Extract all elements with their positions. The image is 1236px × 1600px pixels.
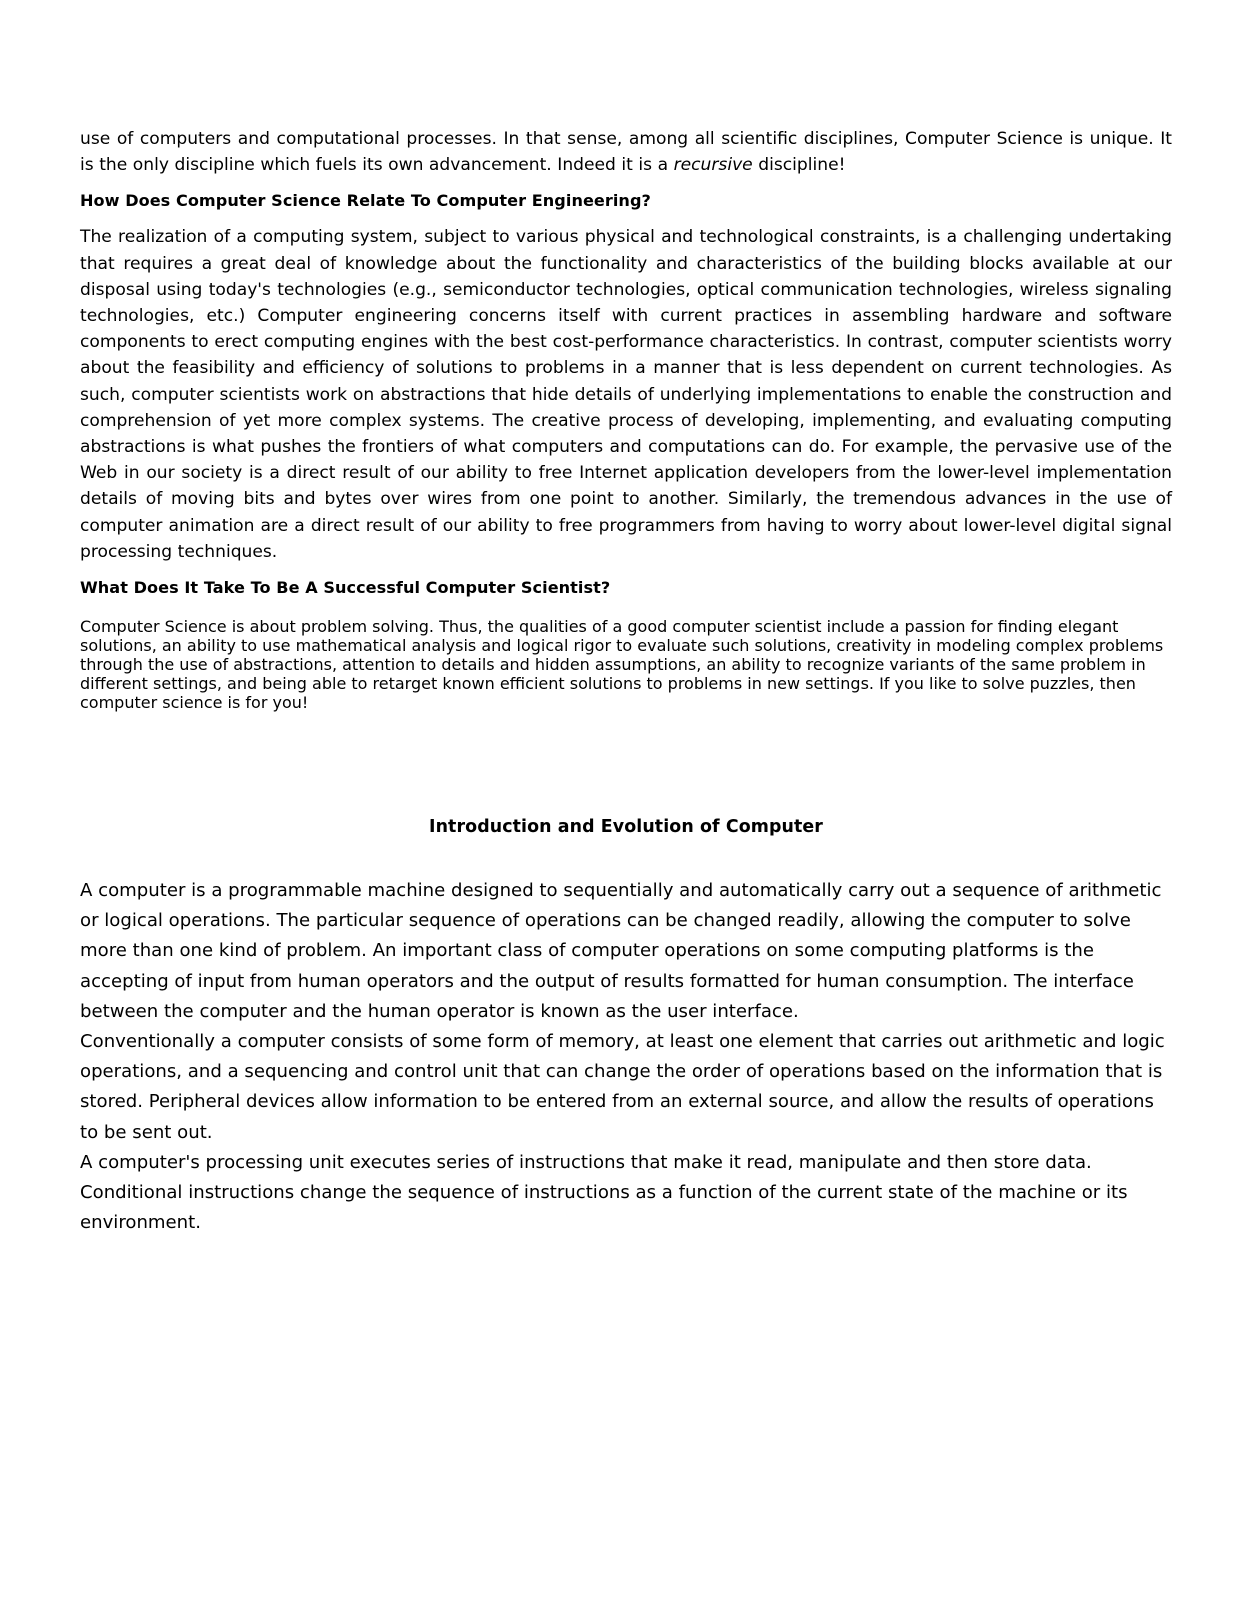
document-content [80,126,1172,1238]
paragraph-recursive-discipline-part1: use of computers and computational processes. In that sense, among all scientific disciplines, Computer Science is unique. It is the only discipline which fuels its own advancement. Indeed it is a [80,129,1172,176]
paragraph-programmable-machine: A computer is a programmable machine designed to sequentially and automatically carry out a sequence of arithmetic or logical operations. The particular sequence of operations can be changed readily, allowing the computer to solve more than one kind of problem. An important class of computer operations on some computing platforms is the accepting of input from human operators and the output of results formatted for human consumption. The interface between the computer and the human operator is known as the user interface. [80,880,1162,1022]
paragraph-successful-computer-scientist: Computer Science is about problem solving. Thus, the qualities of a good computer scientist include a passion for finding elegant solutions, an ability to use mathematical analysis and logical rigor to evaluate such solutions, creativity in modeling complex problems through the use of abstractions, attention to details and hidden assumptions, an ability to recognize variants of the same problem in different settings, and being able to retarget known efficient solutions to problems in new settings. If you like to solve puzzles, then computer science is for you! [80,617,1164,713]
section-spacer [80,728,1172,814]
heading-successful-computer-scientist: What Does It Take To Be A Successful Computer Scientist? [80,578,611,598]
paragraph-computer-engineering: The realization of a computing system, subject to various physical and technological constraints, is a challenging undertaking that requires a great deal of knowledge about the functionality and characteristics of the building blocks available at our disposal using today's technologies (e.g., semiconductor technologies, optical communication technologies, wireless signaling technologies, etc.) Computer engineering concerns itself with current practices in assembling hardware and software components to erect computing engines with the best cost-performance characteristics. In contrast, computer scientists worry about the feasibility and efficiency of solutions to problems in a manner that is less dependent on current technologies. As such, computer scientists work on abstractions that hide details of underlying implementations to enable the construction and comprehension of yet more complex systems. The creative process of developing, implementing, and evaluating computing abstractions is what pushes the frontiers of what computers and computations can do. For example, the pervasive use of the Web in our society is a direct result of our ability to free Internet application developers from the lower-level implementation details of moving bits and bytes over wires from one point to another. Similarly, the tremendous advances in the use of computer animation are a direct result of our ability to free programmers from having to worry about lower-level digital signal processing techniques. [80,227,1172,562]
paragraph-recursive-discipline-part2: discipline! [752,155,846,176]
italic-word-recursive: recursive [673,155,753,176]
paragraph-recursive-discipline [80,126,1172,178]
section-introduction-evolution [80,814,1172,1238]
paragraph-conventional-computer: Conventionally a computer consists of some form of memory, at least one element that carries out arithmetic and logic operations, and a sequencing and control unit that can change the order of operations based on the information that is stored. Peripheral devices allow information to be entered from an external source, and allow the results of operations to be sent out. [80,1031,1165,1143]
heading-computer-engineering: How Does Computer Science Relate To Computer Engineering? [80,191,651,211]
heading-introduction-evolution-of-computer: Introduction and Evolution of Computer [429,817,823,838]
section-computer-science [80,126,1172,712]
paragraph-processing-unit: A computer's processing unit executes series of instructions that make it read, manipulate and then store data. Conditional instructions change the sequence of instructions as a function of the current state of the machine or its environment. [80,1151,1128,1234]
